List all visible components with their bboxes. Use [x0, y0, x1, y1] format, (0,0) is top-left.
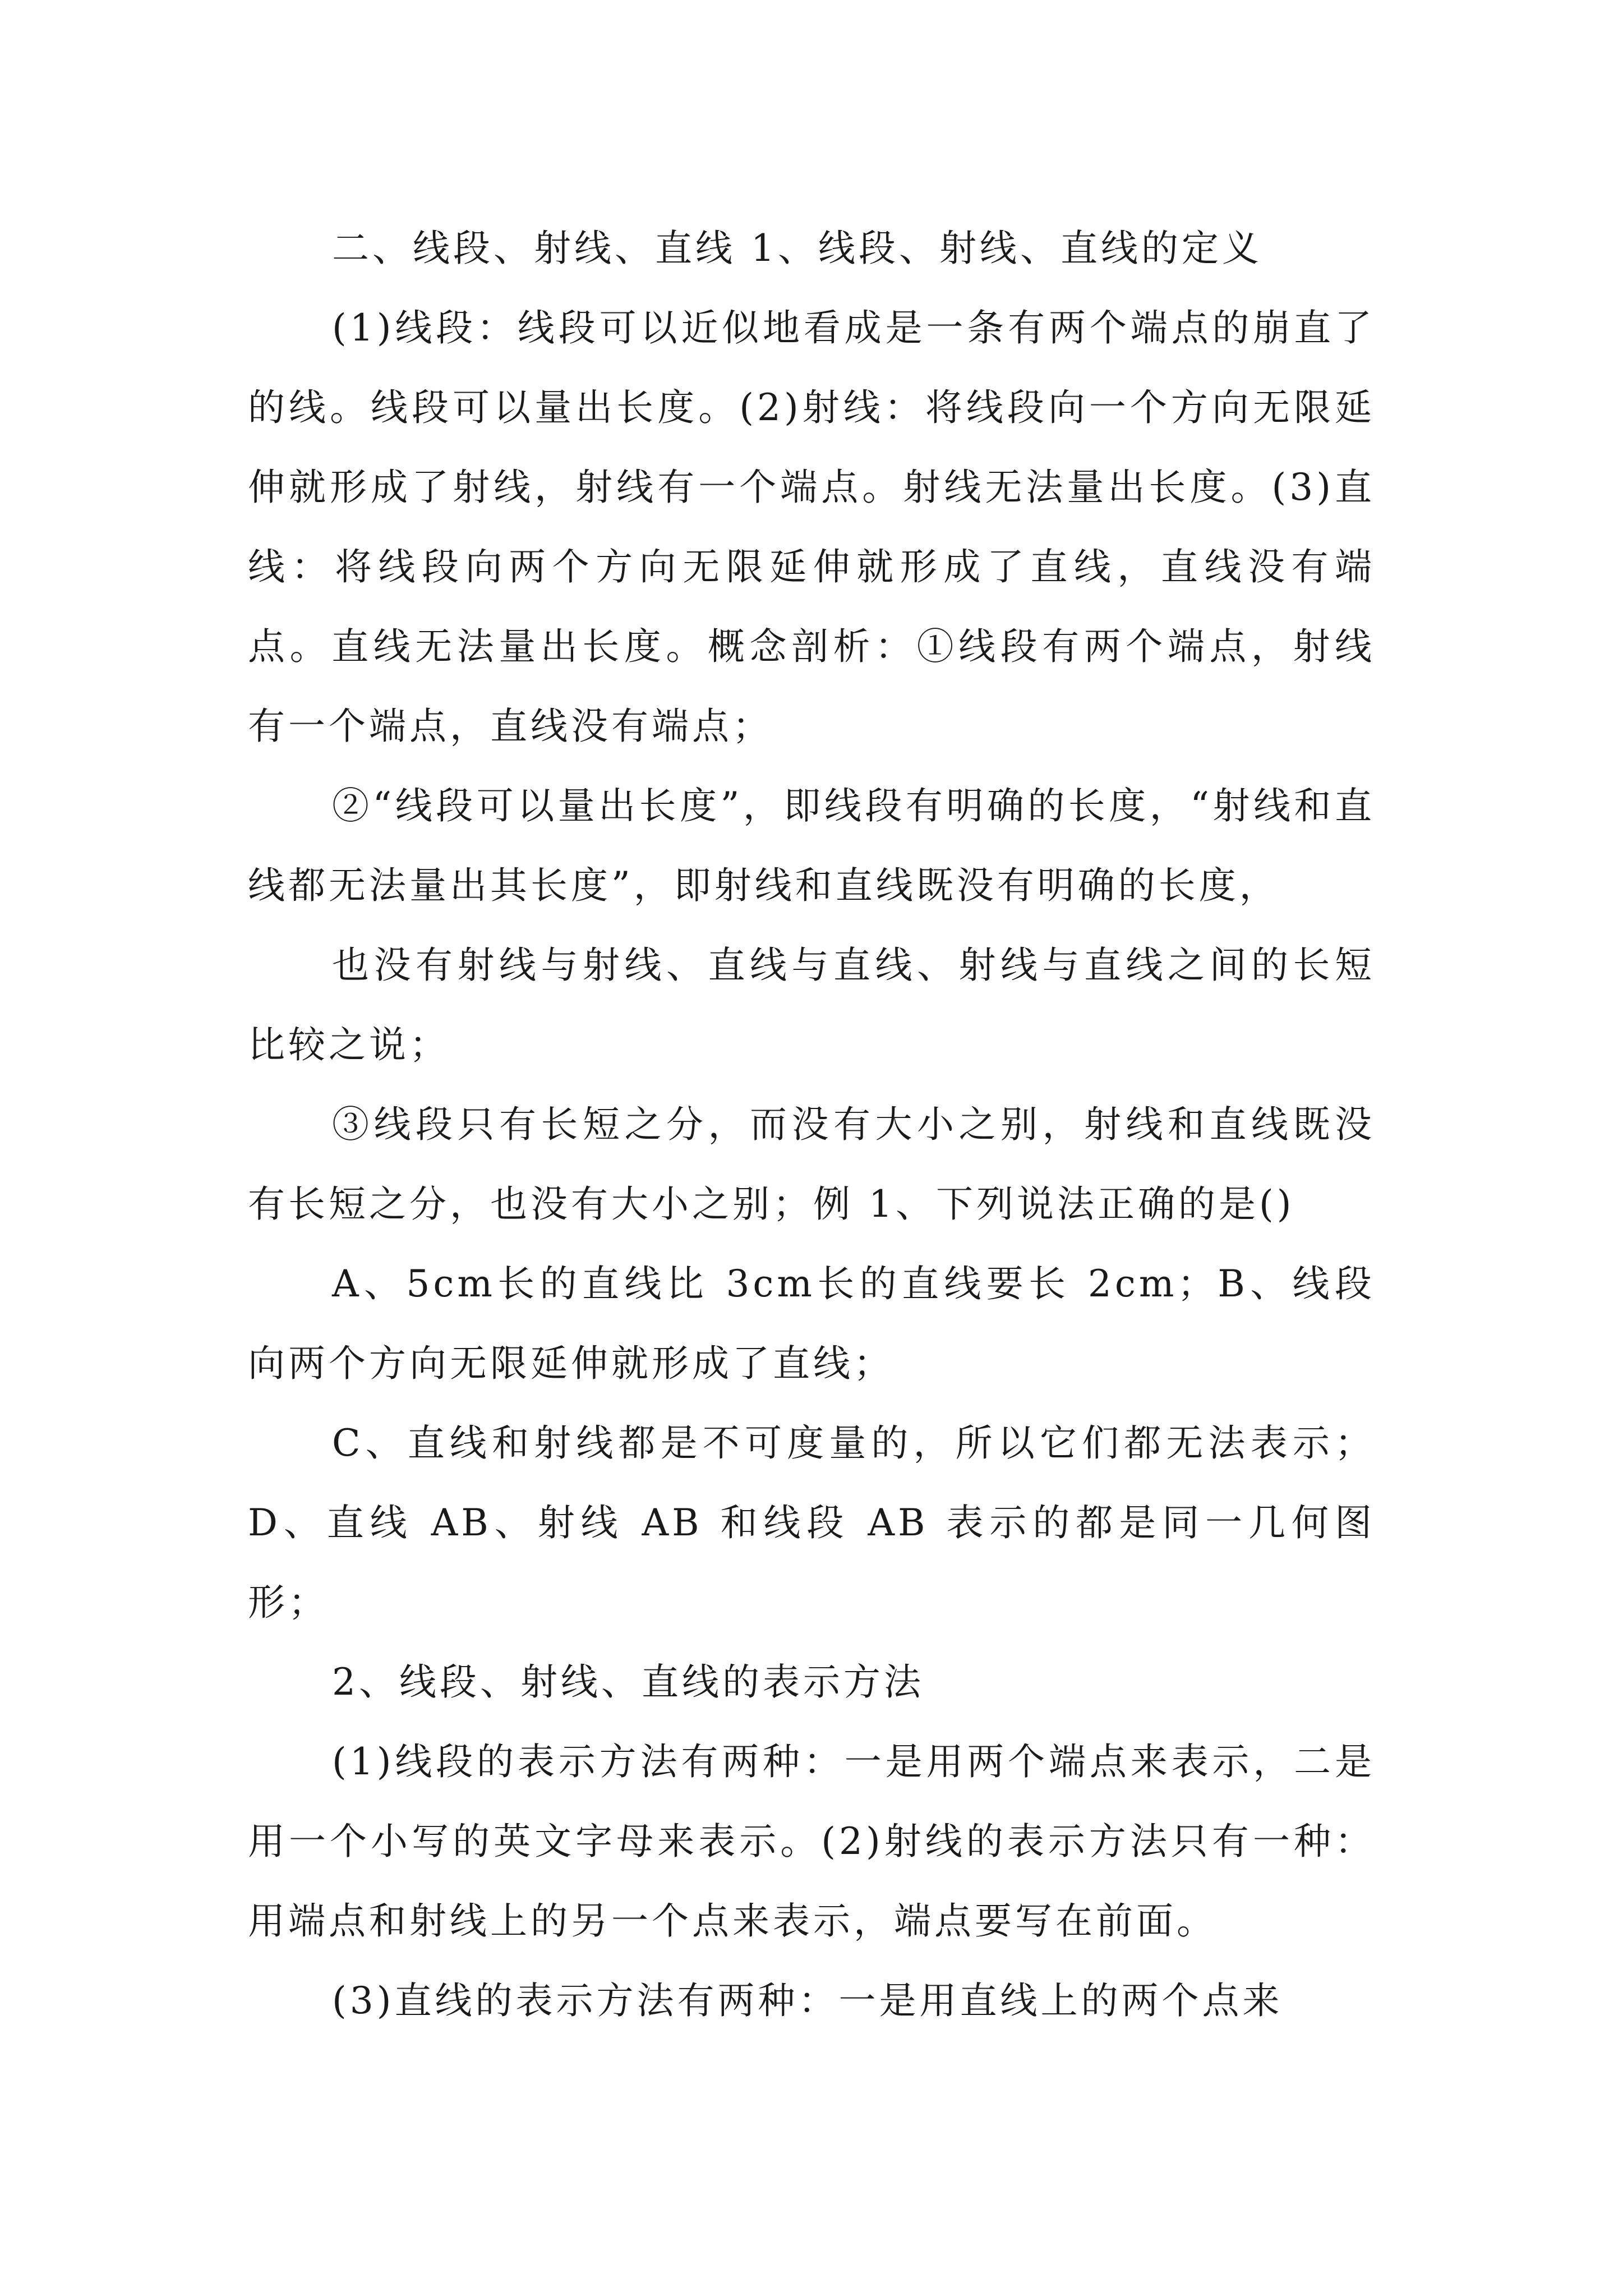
paragraph-option-c-d: C、直线和射线都是不可度量的，所以它们都无法表示；D、直线 AB、射线 AB 和线段 AB 表示的都是同一几何图形；: [248, 1421, 1375, 1624]
paragraph-analysis-2-cont: 也没有射线与射线、直线与直线、射线与直线之间的长短比较之说；: [248, 944, 1375, 1066]
paragraph-heading-definitions: 二、线段、射线、直线 1、线段、射线、直线的定义: [332, 227, 1262, 270]
paragraph-heading-notation: 2、线段、射线、直线的表示方法: [332, 1660, 924, 1704]
paragraph-analysis-3: ③线段只有长短之分，而没有大小之别，射线和直线既没有长短之分，也没有大小之别；例 1、下列说法正确的是(): [248, 1103, 1375, 1226]
paragraph-option-a-b: A、5cm长的直线比 3cm长的直线要长 2cm；B、线段向两个方向无限延伸就形成了直线；: [248, 1262, 1375, 1385]
paragraph-notation-segment-ray: (1)线段的表示方法有两种：一是用两个端点来表示，二是用一个小写的英文字母来表示。(2)射线的表示方法只有一种：用端点和射线上的另一个点来表示，端点要写在前面。: [248, 1740, 1375, 1943]
paragraph-notation-line: (3)直线的表示方法有两种：一是用直线上的两个点来: [332, 1979, 1283, 2022]
paragraph-definitions: (1)线段：线段可以近似地看成是一条有两个端点的崩直了的线。线段可以量出长度。(2)射线：将线段向一个方向无限延伸就形成了射线，射线有一个端点。射线无法量出长度。(3)直线：将线段向两个方向无限延伸就形成了直线，直线没有端点。直线无法量出长度。概念剖析：①线段有两个端点，射线有一个端点，直线没有端点；: [248, 306, 1375, 748]
document-body: [248, 209, 1375, 2041]
paragraph-analysis-2: ②“线段可以量出长度”，即线段有明确的长度，“射线和直线都无法量出其长度”，即射线和直线既没有明确的长度，: [248, 784, 1375, 907]
